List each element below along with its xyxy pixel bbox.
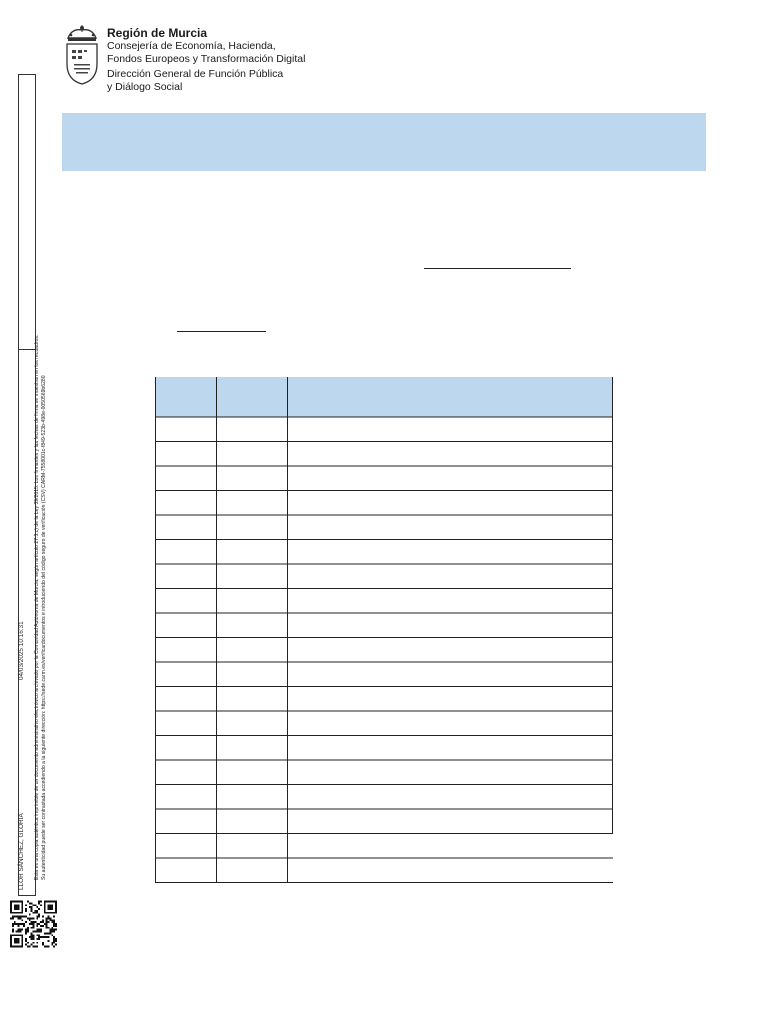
qr-module [53,912,55,914]
qr-module [21,940,23,942]
qr-module [51,912,53,914]
qr-module [27,942,29,944]
qr-module [48,908,50,910]
qr-module [12,946,14,948]
qr-module [18,931,20,933]
qr-module [34,910,36,912]
qr-module [42,916,44,918]
qr-module [53,916,55,918]
qr-module [38,923,40,925]
qr-module [44,923,46,925]
qr-module [44,902,46,904]
qr-module [34,904,36,906]
qr-module [18,906,20,908]
qr-module [16,908,18,910]
qr-module [42,921,44,923]
qr-module [51,904,53,906]
qr-module [12,901,14,903]
qr-module [12,923,14,925]
qr-module [31,927,33,929]
qr-module [46,946,48,948]
qr-module [33,923,35,925]
qr-module [36,910,38,912]
qr-module [31,936,33,938]
qr-module [42,925,44,927]
qr-module [21,944,23,946]
qr-module [14,906,16,908]
qr-module [12,925,14,927]
qr-module [38,901,40,903]
qr-module [42,919,44,921]
qr-module [48,904,50,906]
qr-module [44,901,46,903]
qr-module [18,938,20,940]
qr-module [53,925,55,927]
qr-module [16,904,18,906]
qr-module [29,917,31,919]
qr-module [55,944,57,946]
qr-module [44,912,46,914]
qr-module [38,914,40,916]
qr-module [44,906,46,908]
qr-module [10,906,12,908]
qr-module [53,942,55,944]
signer-name: LLOR SÁNCHEZ, GLORIA [18,813,25,890]
qr-module [44,936,46,938]
qr-module [40,921,42,923]
qr-module [18,942,20,944]
qr-module [44,904,46,906]
qr-module [53,936,55,938]
qr-module [46,919,48,921]
qr-module [48,916,50,918]
qr-module [29,919,31,921]
qr-module [12,917,14,919]
qr-module [25,916,27,918]
qr-module [51,927,53,929]
qr-module [29,914,31,916]
qr-module [36,916,38,918]
qr-module [23,923,25,925]
qr-module [49,919,51,921]
qr-module [21,923,23,925]
qr-module [33,936,35,938]
qr-module [42,944,44,946]
qr-module [21,910,23,912]
qr-module [31,917,33,919]
qr-module [31,906,33,908]
qr-module [46,925,48,927]
qr-module [38,929,40,931]
qr-module [44,910,46,912]
qr-module [18,940,20,942]
qr-module [51,929,53,931]
qr-module [19,912,21,914]
qr-module [12,931,14,933]
qr-module [51,901,53,903]
legal-notice-line-1: Esta es una copia auténtica imprimible de un documento administrativo electrónico archivado por la Comunidad Autónoma de Murcia, según artículo 27.3.c) de la Ley 39/2015. Los firmantes y las fechas de firma se muestran en los recuadros. [34,334,40,880]
qr-module [33,934,35,936]
qr-module [36,912,38,914]
qr-module [55,938,57,940]
qr-module [53,940,55,942]
qr-module [16,923,18,925]
region-de-murcia-coat-of-arms-logo [64,24,100,86]
qr-module [18,917,20,919]
qr-module [33,938,35,940]
qr-module [12,916,14,918]
qr-module [33,931,35,933]
qr-module [31,908,33,910]
qr-module [49,931,51,933]
qr-module [51,942,53,944]
qr-module [55,929,57,931]
qr-module [19,946,21,948]
qr-module [25,940,27,942]
qr-module [40,929,42,931]
qr-module [53,923,55,925]
qr-module [14,916,16,918]
qr-module [18,923,20,925]
qr-module [10,936,12,938]
qr-module [18,929,20,931]
qr-module [44,946,46,948]
qr-module [25,908,27,910]
qr-module [33,904,35,906]
qr-module [14,938,16,940]
qr-module [49,929,51,931]
qr-module [31,923,33,925]
qr-module [40,904,42,906]
qr-module [19,916,21,918]
qr-module [16,938,18,940]
qr-module [16,946,18,948]
qr-module [21,942,23,944]
qr-module [14,923,16,925]
qr-module [25,932,27,934]
qr-module [21,946,23,948]
qr-module [51,921,53,923]
qr-module [55,908,57,910]
qr-module [48,921,50,923]
qr-module [10,944,12,946]
qr-module [19,923,21,925]
qr-module [25,910,27,912]
blank-underline-2 [177,331,266,332]
qr-module [18,934,20,936]
qr-module [46,912,48,914]
qr-module [16,931,18,933]
qr-module [14,912,16,914]
qr-module [51,906,53,908]
qr-module [49,901,51,903]
qr-module [10,908,12,910]
qr-module [42,936,44,938]
signature-date: 04/03/2025 10:16:31 [18,621,25,680]
qr-module [19,931,21,933]
department-line-1: Consejería de Economía, Hacienda, [107,40,276,52]
title-banner [62,113,706,171]
qr-module [55,925,57,927]
qr-module [40,931,42,933]
blank-underline-1 [424,268,571,269]
qr-module [33,946,35,948]
qr-module [10,910,12,912]
qr-module [27,917,29,919]
qr-module [23,925,25,927]
qr-module [49,917,51,919]
qr-module [53,901,55,903]
qr-module [33,942,35,944]
qr-module [12,912,14,914]
qr-module [16,916,18,918]
qr-module [38,938,40,940]
qr-module [48,940,50,942]
qr-module [14,908,16,910]
qr-module [31,944,33,946]
qr-module [21,916,23,918]
qr-module [21,904,23,906]
qr-module [21,936,23,938]
qr-module [19,901,21,903]
empty-table [155,377,613,884]
qr-module [36,917,38,919]
table-grid [155,377,613,884]
qr-module [53,931,55,933]
qr-module [16,934,18,936]
qr-module [31,902,33,904]
qr-module [27,946,29,948]
qr-module [36,934,38,936]
qr-module [53,946,55,948]
qr-module [18,946,20,948]
qr-module [10,917,12,919]
csv-qr-code [10,899,57,949]
qr-module [38,902,40,904]
qr-module [48,917,50,919]
qr-module [18,904,20,906]
qr-module [21,919,23,921]
qr-module [14,904,16,906]
qr-module [40,936,42,938]
qr-module [38,934,40,936]
qr-module [21,902,23,904]
qr-module [55,902,57,904]
qr-module [14,934,16,936]
qr-module [46,927,48,929]
qr-module [48,906,50,908]
qr-module [14,901,16,903]
qr-module [10,934,12,936]
qr-module [27,931,29,933]
qr-module [36,929,38,931]
qr-module [49,906,51,908]
qr-module [19,929,21,931]
qr-module [51,908,53,910]
qr-module [21,938,23,940]
qr-module [18,916,20,918]
qr-module [10,912,12,914]
qr-module [53,919,55,921]
qr-module [51,919,53,921]
qr-module [21,929,23,931]
qr-module [46,901,48,903]
qr-module [10,901,12,903]
qr-module [31,938,33,940]
qr-module [31,934,33,936]
qr-module [29,906,31,908]
qr-module [36,925,38,927]
qr-module [14,942,16,944]
qr-module [33,925,35,927]
qr-module [46,917,48,919]
qr-module [38,908,40,910]
qr-module [48,932,50,934]
qr-module [16,901,18,903]
qr-module [49,912,51,914]
qr-module [55,904,57,906]
qr-module [49,904,51,906]
qr-module [31,932,33,934]
qr-module [34,912,36,914]
qr-module [53,921,55,923]
qr-module [51,944,53,946]
qr-module [29,923,31,925]
qr-module [21,934,23,936]
directorate-line-2: y Diálogo Social [107,80,183,93]
qr-module [21,908,23,910]
qr-module [53,929,55,931]
qr-module [46,932,48,934]
qr-module [48,946,50,948]
qr-module [19,917,21,919]
qr-module [27,901,29,903]
qr-module [48,936,50,938]
qr-module [36,946,38,948]
qr-module [25,904,27,906]
qr-module [49,932,51,934]
qr-module [33,912,35,914]
qr-module [25,944,27,946]
qr-module [16,940,18,942]
org-name: Región de Murcia [107,26,208,40]
qr-module [18,925,20,927]
qr-module [18,908,20,910]
qr-module [10,904,12,906]
qr-module [16,912,18,914]
qr-module [36,931,38,933]
qr-module [18,912,20,914]
qr-module [31,921,33,923]
qr-module [14,940,16,942]
qr-module [10,938,12,940]
qr-module [55,901,57,903]
directorate-line-1: Dirección General de Función Pública [107,68,284,80]
qr-module [55,912,57,914]
legal-notice-line-2: Su autenticidad puede ser contrastada accediendo a la siguiente dirección: https://sede.carm.es/verificardocumentos e introduciendo del código seguro de verificación (CSV) CARM-7558001c-f849-523b-498e-0050569b6280 [41,375,47,880]
qr-module [27,929,29,931]
qr-module [19,934,21,936]
qr-module [48,927,50,929]
qr-module [12,929,14,931]
qr-module [34,946,36,948]
qr-module [44,908,46,910]
qr-module [40,901,42,903]
qr-module [42,942,44,944]
qr-module [33,921,35,923]
qr-module [25,931,27,933]
qr-module [33,927,35,929]
qr-module [16,942,18,944]
qr-module [21,912,23,914]
qr-module [51,931,53,933]
qr-module [25,938,27,940]
qr-module [49,908,51,910]
table-header-row [155,377,613,417]
qr-module [55,940,57,942]
qr-module [29,936,31,938]
signature-strip-divider [19,349,35,350]
qr-module [55,923,57,925]
qr-module [33,917,35,919]
header-organization [107,26,305,93]
qr-module [40,925,42,927]
qr-module [55,910,57,912]
qr-module [34,931,36,933]
qr-module [34,921,36,923]
qr-module [12,934,14,936]
qr-module [38,931,40,933]
qr-module [25,921,27,923]
qr-module [48,912,50,914]
qr-module [10,942,12,944]
qr-module [46,923,48,925]
qr-module [36,938,38,940]
qr-module [29,902,31,904]
qr-module [46,936,48,938]
qr-module [25,929,27,931]
qr-module [51,934,53,936]
department-line-2: Fondos Europeos y Transformación Digital [107,52,306,65]
qr-module [53,938,55,940]
qr-module [38,936,40,938]
qr-module [16,906,18,908]
qr-module [36,906,38,908]
qr-module [44,932,46,934]
qr-module [29,946,31,948]
qr-module [36,923,38,925]
qr-module [46,921,48,923]
qr-module [36,942,38,944]
qr-module [14,921,16,923]
qr-module [55,906,57,908]
qr-module [14,946,16,948]
qr-module [10,946,12,948]
qr-module [10,940,12,942]
qr-module [48,901,50,903]
qr-module [38,916,40,918]
qr-module [21,901,23,903]
qr-module [21,906,23,908]
qr-module [10,902,12,904]
qr-module [27,927,29,929]
qr-module [18,901,20,903]
qr-module [31,910,33,912]
qr-module [23,916,25,918]
